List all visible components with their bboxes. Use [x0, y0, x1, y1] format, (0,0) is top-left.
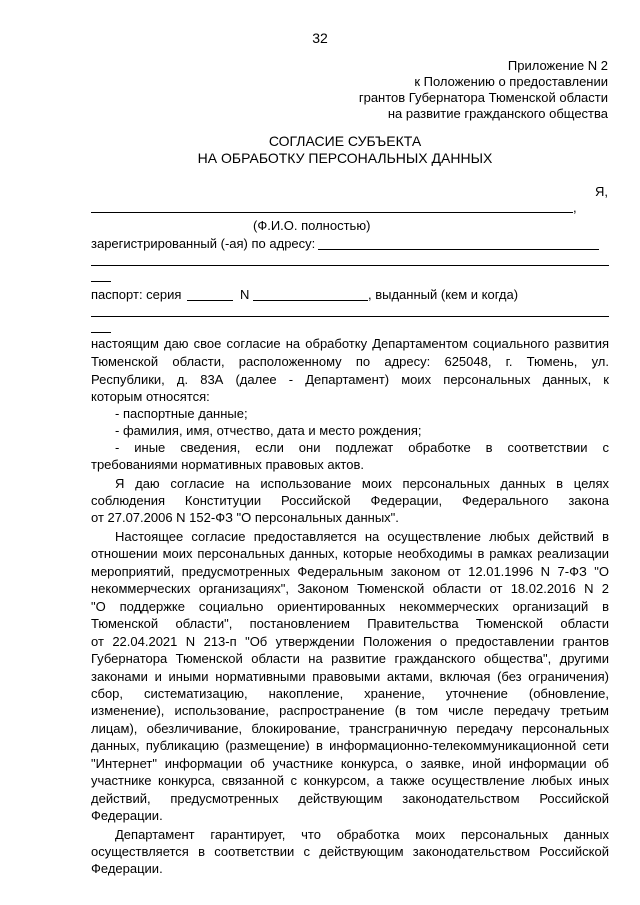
- text-line: настоящим даю свое согласие на обработку Департаментом социального развития: [91, 336, 609, 351]
- text-line: некоммерческих организациях", Законом Тюменской области от 18.02.2016 N 2: [91, 581, 609, 596]
- text-line: от 27.07.2006 N 152-ФЗ "О персональных данных".: [91, 510, 399, 525]
- list-item: - иные сведения, если они подлежат обработке в соответствии с: [115, 440, 609, 455]
- passport-series-field[interactable]: [187, 300, 233, 301]
- appendix-line: к Положению о предоставлении: [414, 74, 608, 89]
- fio-line[interactable]: [91, 212, 573, 213]
- title-line: НА ОБРАБОТКУ ПЕРСОНАЛЬНЫХ ДАННЫХ: [197, 150, 493, 166]
- text-line: сбор, систематизацию, накопление, хранение, уточнение (обновление,: [91, 686, 609, 701]
- issued-line[interactable]: [91, 316, 609, 317]
- text-line: требованиями нормативных правовых актов.: [91, 457, 364, 472]
- text-line: Тюменской области", постановлением Правительства Тюменской области: [91, 616, 609, 631]
- text-line: "Интернет" информации об участнике конкурса, о заявке, иной информации об: [91, 756, 609, 771]
- list-item: - фамилия, имя, отчество, дата и место рождения;: [115, 423, 422, 438]
- text-line: лицам), обезличивание, блокирование, трансграничную передачу персональных: [91, 721, 609, 736]
- text-line: изменение), использование, распространение (в том числе передачу третьим: [91, 703, 609, 718]
- text-line: которым относятся:: [91, 389, 210, 404]
- ya-label: Я,: [595, 184, 608, 199]
- text-line: осуществляется в соответствии с действующим законодательством Российской: [91, 844, 609, 859]
- passport-number-field[interactable]: [253, 300, 368, 301]
- appendix-line: Приложение N 2: [507, 58, 608, 73]
- text-line: Республики, д. 83А (далее - Департамент) моих персональных данных, к: [91, 372, 609, 387]
- text-line: законами и иными нормативными правовыми актами, включая (без ограничения): [91, 669, 609, 684]
- text-line: Федерации.: [91, 861, 163, 876]
- appendix-line: грантов Губернатора Тюменской области: [358, 90, 608, 105]
- text-line: Тюменской области, расположенному по адресу: 625048, г. Тюмень, ул.: [91, 354, 609, 369]
- text-line: Федерации.: [91, 808, 163, 823]
- text-line: мероприятий, предусмотренных Федеральным законом от 12.01.1996 N 7-ФЗ "О: [91, 564, 609, 579]
- list-item: - паспортные данные;: [115, 406, 248, 421]
- fio-comma: ,: [573, 200, 577, 215]
- text-line: "О поддержке социально ориентированных некоммерческих организаций в: [91, 599, 609, 614]
- registered-label: зарегистрированный (-ая) по адресу:: [91, 236, 316, 251]
- text-line: данных, публикацию (размещение) в информационно-телекоммуникационной сети: [91, 738, 609, 753]
- passport-label: паспорт: серия: [91, 287, 182, 302]
- text-line: Я даю согласие на использование моих персональных данных в целях: [115, 476, 609, 491]
- text-line: Настоящее согласие предоставляется на осуществление любых действий в: [115, 529, 609, 544]
- fio-caption: (Ф.И.О. полностью): [253, 218, 371, 233]
- issued-line-end[interactable]: [91, 332, 111, 333]
- text-line: от 22.04.2021 N 213-п "Об утверждении Положения о предоставлении грантов: [91, 634, 609, 649]
- address-line[interactable]: [318, 249, 599, 250]
- issued-label: , выданный (кем и когда): [368, 287, 519, 302]
- address-line-end[interactable]: [91, 281, 111, 282]
- text-line: действий, предусмотренных действующим законодательством Российской: [91, 791, 609, 806]
- title-line: СОГЛАСИЕ СУБЪЕКТА: [268, 133, 422, 149]
- text-line: Губернатора Тюменской области на развитие гражданского общества", другими: [91, 651, 609, 666]
- page-number: 32: [312, 30, 328, 46]
- address-line-2[interactable]: [91, 265, 609, 266]
- text-line: участнике конкурса, связанной с конкурсом, а также осуществление любых иных: [91, 773, 609, 788]
- passport-number-label: N: [240, 287, 250, 302]
- text-line: Департамент гарантирует, что обработка моих персональных данных: [115, 827, 609, 842]
- appendix-line: на развитие гражданского общества: [387, 106, 608, 121]
- text-line: отношении моих персональных данных, которые необходимы в рамках реализации: [91, 546, 609, 561]
- text-line: соблюдения Конституции Российской Федерации, Федерального закона: [91, 493, 609, 508]
